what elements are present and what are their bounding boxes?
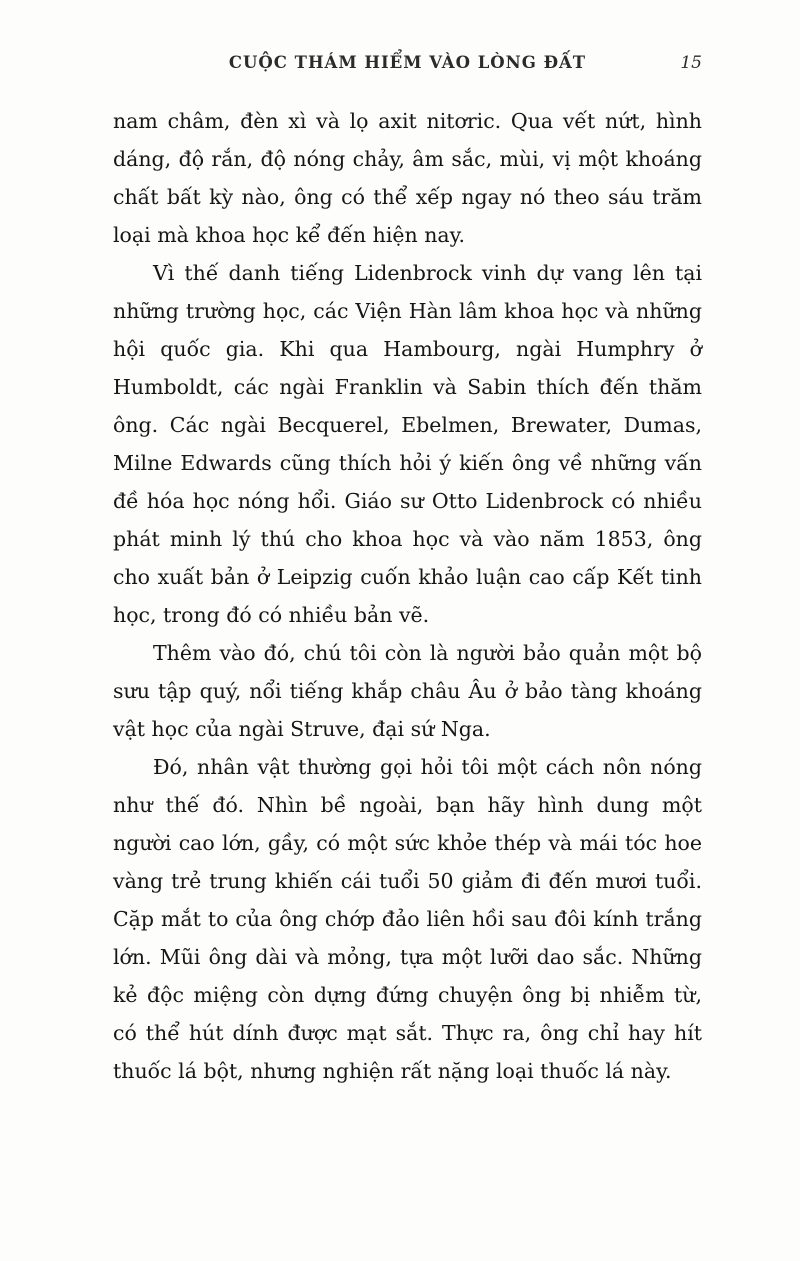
paragraph: Vì thế danh tiếng Lidenbrock vinh dự vang lên tại những trường học, các Viện Hàn lâm khoa học và những hội quốc gia. Khi qua Hambourg, ngài Humphry ở Humboldt, các ngài Franklin và Sabin thích đến thăm ông. Các ngài Becquerel, Ebelmen, Brewater, Dumas, Milne Edwards cũng thích hỏi ý kiến ông về những vấn đề hóa học nóng hổi. Giáo sư Otto Lidenbrock có nhiều phát minh lý thú cho khoa học và vào năm 1853, ông cho xuất bản ở Leipzig cuốn khảo luận cao cấp Kết tinh học, trong đó có nhiều bản vẽ. xyxy=(113,261,702,627)
page-number: 15 xyxy=(680,53,702,73)
page-header xyxy=(113,52,702,74)
paragraph: Đó, nhân vật thường gọi hỏi tôi một cách nôn nóng như thế đó. Nhìn bề ngoài, bạn hãy hình dung một người cao lớn, gầy, có một sức khỏe thép và mái tóc hoe vàng trẻ trung khiến cái tuổi 50 giảm đi đến mươi tuổi. Cặp mắt to của ông chớp đảo liên hồi sau đôi kính trắng lớn. Mũi ông dài và mỏng, tựa một lưỡi dao sắc. Những kẻ độc miệng còn dựng đứng chuyện ông bị nhiễm từ, có thể hút dính được mạt sắt. Thực ra, ông chỉ hay hít thuốc lá bột, nhưng nghiện rất nặng loại thuốc lá này. xyxy=(113,755,702,1083)
paragraph: nam châm, đèn xì và lọ axit nitơric. Qua vết nứt, hình dáng, độ rắn, độ nóng chảy, âm sắc, mùi, vị một khoáng chất bất kỳ nào, ông có thể xếp ngay nó theo sáu trăm loại mà khoa học kể đến hiện nay. xyxy=(113,109,702,247)
paragraph: Thêm vào đó, chú tôi còn là người bảo quản một bộ sưu tập quý, nổi tiếng khắp châu Âu ở bảo tàng khoáng vật học của ngài Struve, đại sứ Nga. xyxy=(113,641,702,741)
page-body xyxy=(113,102,702,1090)
running-head-title: CUỘC THÁM HIỂM VÀO LÒNG ĐẤT xyxy=(228,53,587,72)
